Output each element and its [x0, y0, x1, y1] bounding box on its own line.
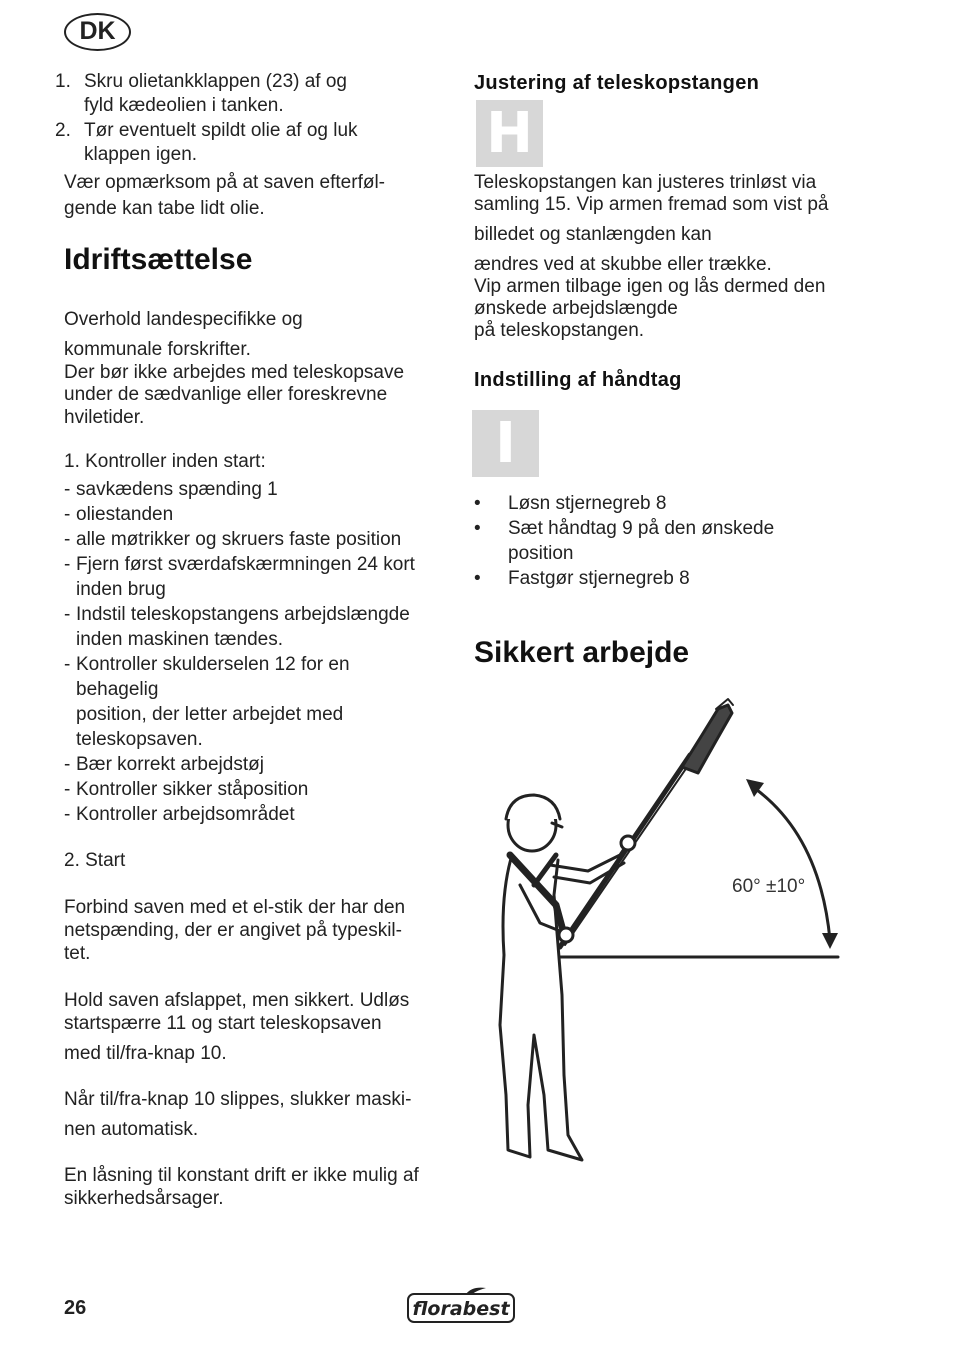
- list-item: - alle møtrikker og skruers faste position: [64, 529, 402, 550]
- page-number: 26: [64, 1297, 87, 1319]
- connect-paragraph: Forbind saven med et el-stik der har den netspænding, der er angivet på typeskil- tet.: [64, 897, 406, 964]
- list-item: • Fastgør stjernegreb 8: [474, 568, 690, 589]
- oil-note: Vær opmærksom på at saven efterføl- gende kan tabe lidt olie.: [64, 172, 385, 219]
- left-column: [55, 70, 454, 1210]
- list-item: 1. Skru olietankklappen (23) af og fyld kædeolien i tanken.: [55, 71, 347, 116]
- arrow-head-bottom: [822, 933, 838, 949]
- start-title: 2. Start: [64, 850, 126, 871]
- torso: [500, 855, 582, 1160]
- language-badge: DK: [64, 13, 131, 51]
- handle-steps-list: [474, 491, 894, 591]
- oil-steps-list: [55, 70, 454, 167]
- list-item: - Kontroller arbejdsområdet: [64, 804, 295, 825]
- hold-paragraph: Hold saven afslappet, men sikkert. Udløs startspærre 11 og start teleskopsaven med til/fra-knap 10.: [64, 990, 410, 1064]
- section-heading-handle: Indstilling af håndtag: [474, 369, 682, 391]
- right-column: [474, 70, 894, 671]
- brand-logo-text: florabest: [412, 1298, 510, 1320]
- section-heading-telescope: Justering af teleskopstangen: [474, 72, 760, 94]
- list-item: - Kontroller skulderselen 12 for en behagelig position, der letter arbejdet med teleskopsaven.: [64, 654, 350, 750]
- list-item: - savkædens spænding 1: [64, 479, 278, 500]
- saw-head: [682, 705, 732, 773]
- figure-label-i: I: [472, 410, 539, 477]
- lock-paragraph: En låsning til konstant drift er ikke mulig af sikkerhedsårsager.: [64, 1165, 419, 1209]
- list-item: - Fjern først sværdafskærmningen 24 kort inden brug: [64, 554, 415, 600]
- section-heading-safe-work: Sikkert arbejde: [474, 636, 690, 669]
- telescope-paragraph: Teleskopstangen kan justeres trinløst via samling 15. Vip armen fremad som vist på billedet og stanlængden kan ændres ved at skubbe eller trække. Vip armen tilbage igen og lås dermed den ønskede arbejdslængde på teleskopstangen.: [474, 172, 829, 341]
- list-item: • Løsn stjernegreb 8: [474, 493, 667, 514]
- angle-arc: [753, 787, 830, 940]
- list-item: 2. Tør eventuelt spildt olie af og luk klappen igen.: [55, 120, 358, 165]
- list-item: - oliestanden: [64, 504, 174, 525]
- angle-label: 60° ±10°: [732, 876, 806, 897]
- figure-label-h: H: [476, 100, 543, 167]
- list-item: • Sæt håndtag 9 på den ønskede position: [474, 518, 775, 564]
- list-item: - Bær korrekt arbejdstøj: [64, 754, 264, 775]
- checklist: [64, 477, 454, 827]
- release-paragraph: Når til/fra-knap 10 slippes, slukker maski- nen automatisk.: [64, 1089, 412, 1140]
- list-item: - Kontroller sikker ståposition: [64, 779, 309, 800]
- pole: [560, 755, 690, 947]
- brand-logo: [406, 1286, 516, 1326]
- section-heading-idriftsaettelse: Idriftsættelse: [64, 243, 253, 276]
- list-item: - Indstil teleskopstangens arbejdslængde inden maskinen tændes.: [64, 604, 410, 650]
- safe-working-illustration: [470, 695, 850, 1175]
- check-title: 1. Kontroller inden start:: [64, 451, 266, 472]
- regulations-paragraph: Overhold landespecifikke og kommunale forskrifter. Der bør ikke arbejdes med teleskopsave under de sædvanlige eller foreskrevne hviletider.: [64, 309, 405, 428]
